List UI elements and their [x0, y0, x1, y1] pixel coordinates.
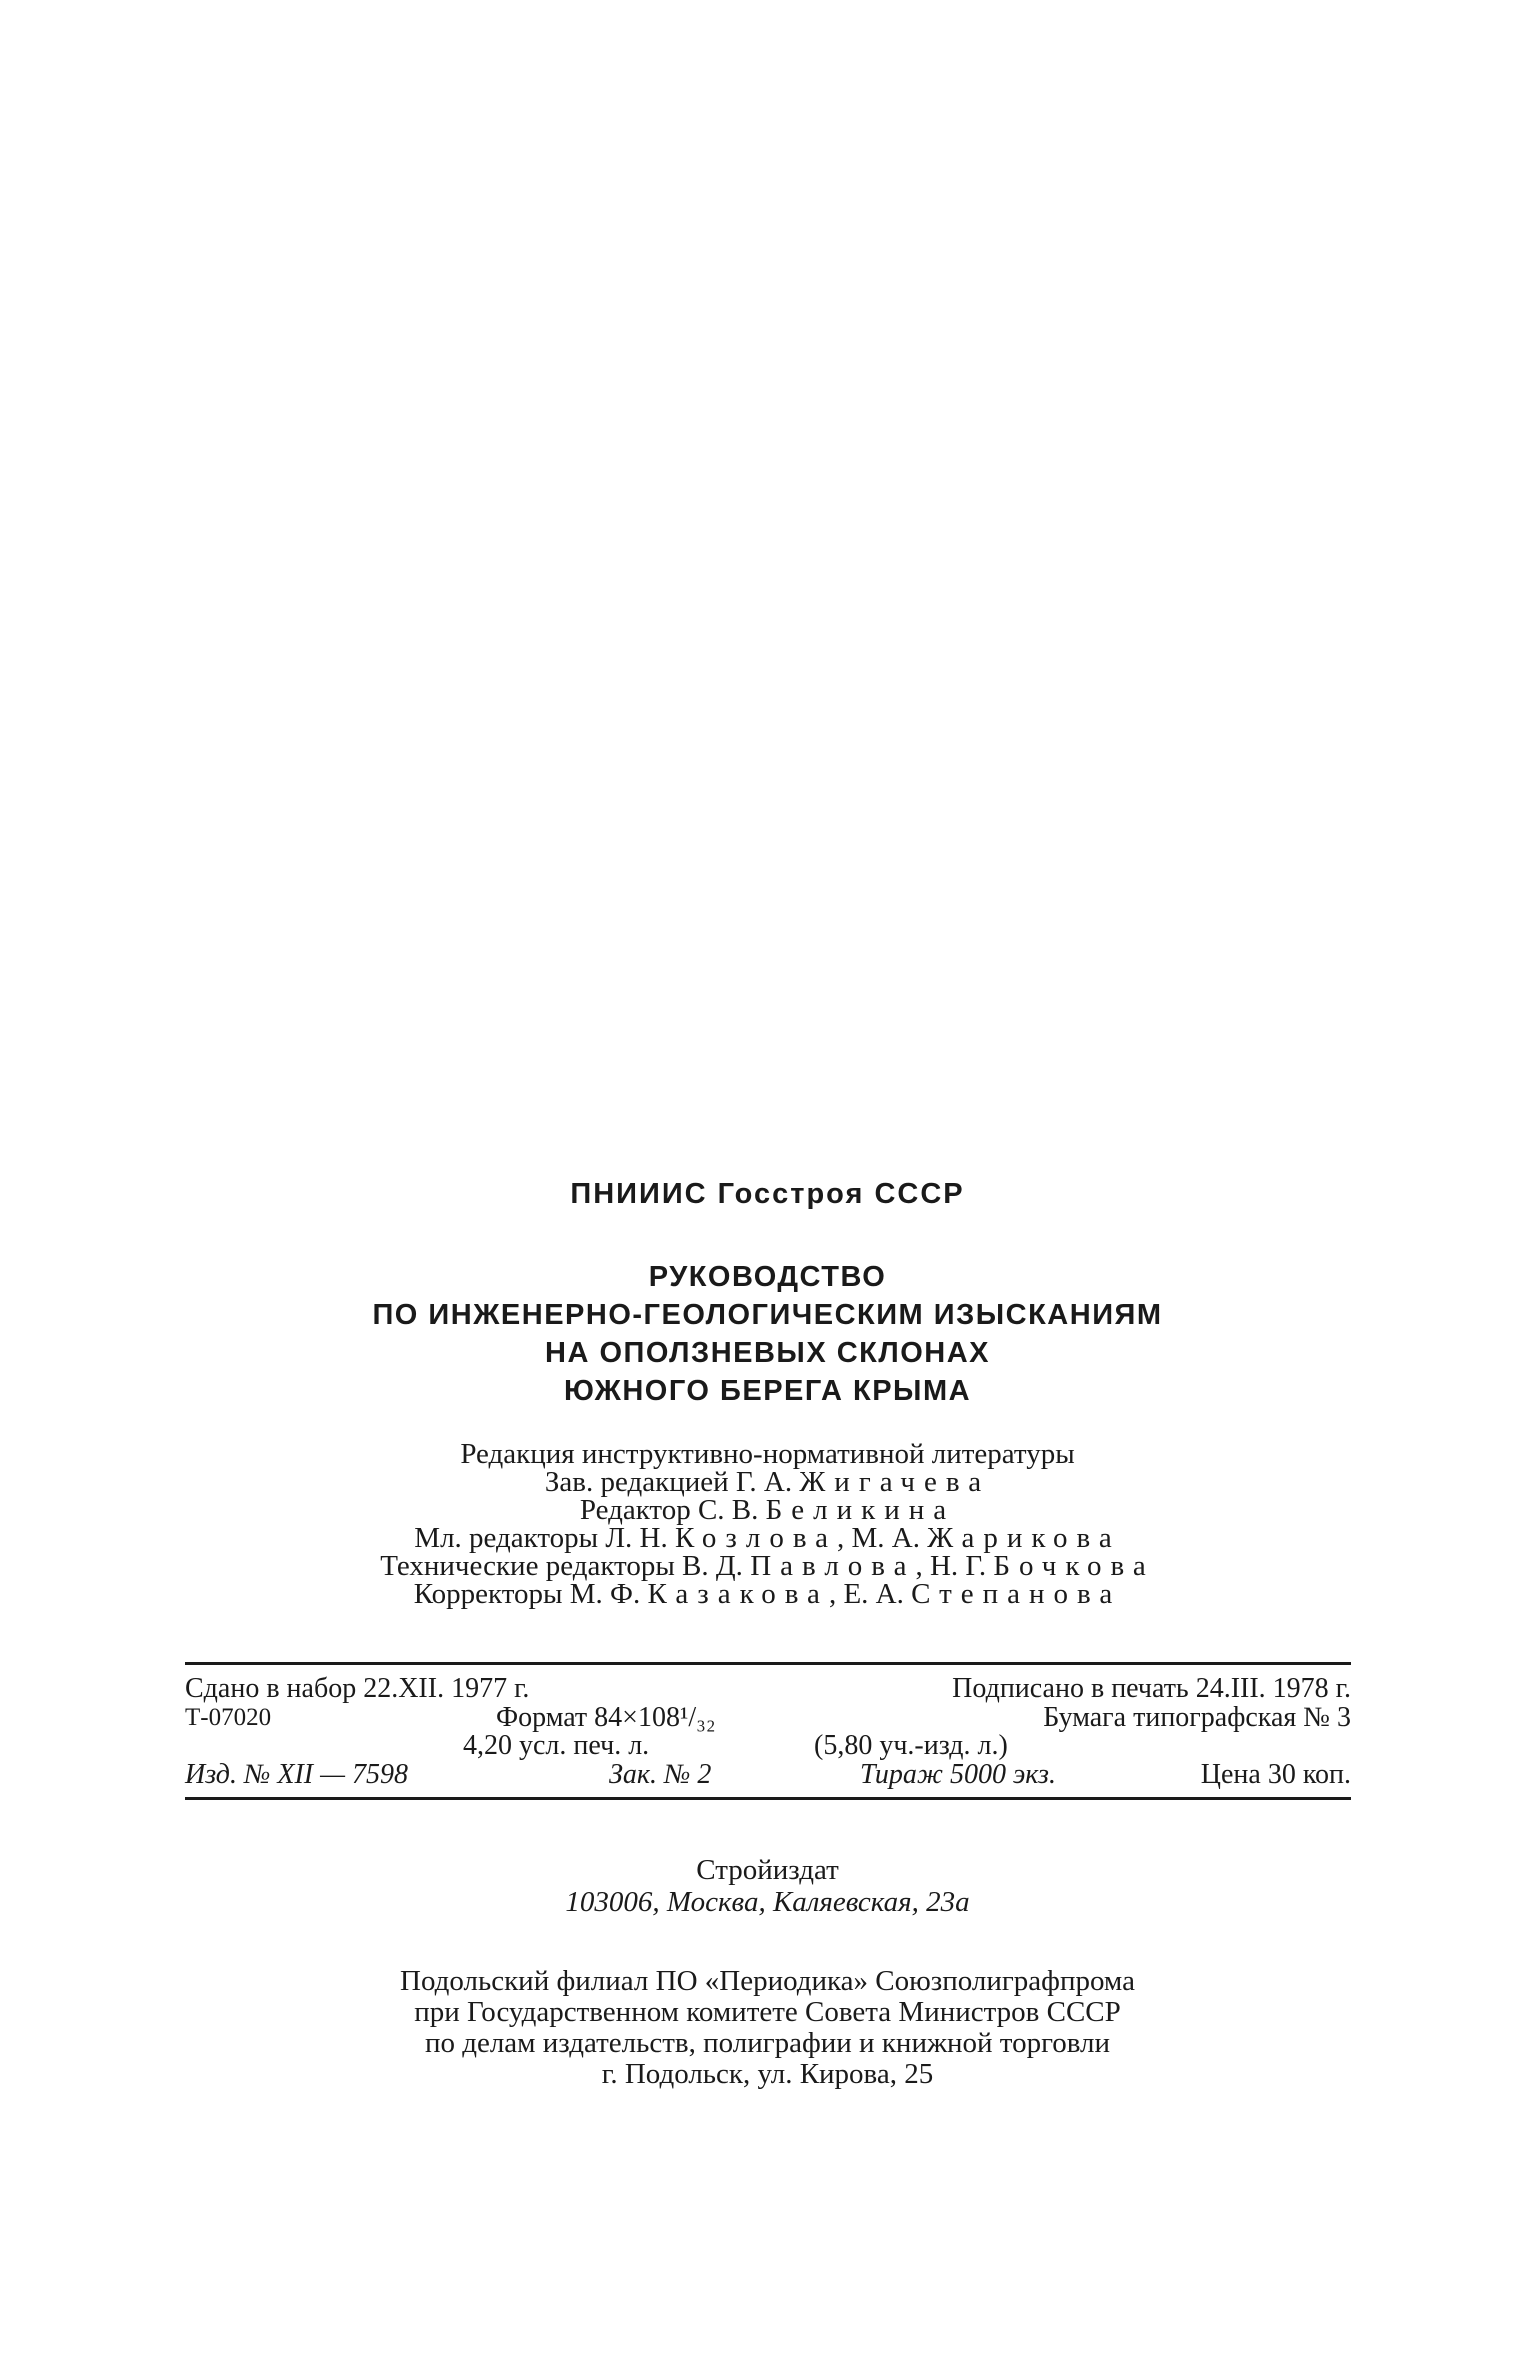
proof-mid: , Е. А.	[828, 1578, 904, 1610]
organization-heading: ПНИИИС Госстроя СССР	[570, 1178, 965, 1210]
junior-name-1: Козлова	[675, 1522, 838, 1554]
junior-name-2: Жарикова	[927, 1522, 1121, 1554]
tech-mid: , Н. Г.	[915, 1550, 987, 1582]
printer-line: по делам издательств, полиграфии и книжной торговли	[424, 2027, 1111, 2059]
publishing-sheets: (5,80 уч.-изд. л.)	[814, 1730, 1008, 1761]
junior-label: Мл. редакторы Л. Н.	[414, 1522, 668, 1554]
tech-name-1: Павлова	[750, 1550, 916, 1582]
tech-name-2: Бочкова	[993, 1550, 1155, 1582]
editor	[0, 1496, 1535, 1524]
editor-name: Беликина	[765, 1494, 956, 1526]
printer-line: г. Подольск, ул. Кирова, 25	[601, 2058, 934, 2090]
proof-label: Корректоры М. Ф.	[413, 1578, 641, 1610]
publisher-name: Стройиздат	[696, 1854, 839, 1886]
price: Цена 30 коп.	[1200, 1759, 1351, 1790]
tech-label: Технические редакторы В. Д.	[380, 1550, 743, 1582]
signed-date: Подписано в печать 24.III. 1978 г.	[952, 1673, 1351, 1704]
junior-editors	[0, 1524, 1535, 1552]
publication-number: Изд. № XII — 7598	[185, 1759, 408, 1790]
format: Формат 84×108¹/₃₂	[496, 1702, 716, 1733]
code: Т-07020	[185, 1704, 272, 1731]
submitted-date: Сдано в набор 22.XII. 1977 г.	[185, 1673, 530, 1704]
printer-line: Подольский филиал ПО «Периодика» Союзполиграфпрома	[400, 1965, 1135, 1997]
title-line: РУКОВОДСТВО	[648, 1261, 887, 1293]
print-run: Тираж 5000 экз.	[860, 1759, 1056, 1790]
editorial-staff	[0, 1440, 1535, 1608]
title-line: ЮЖНОГО БЕРЕГА КРЫМА	[563, 1375, 972, 1407]
publisher-address: 103006, Москва, Каляевская, 23а	[565, 1886, 970, 1918]
proofreaders	[0, 1580, 1535, 1608]
proof-name-2: Степанова	[911, 1578, 1122, 1610]
title-line: ПО ИНЖЕНЕРНО-ГЕОЛОГИЧЕСКИМ ИЗЫСКАНИЯМ	[372, 1299, 1163, 1331]
head-label: Зав. редакцией Г. А.	[544, 1466, 793, 1498]
paper: Бумага типографская № 3	[1043, 1702, 1351, 1733]
junior-mid: , М. А.	[837, 1522, 920, 1554]
print-sheets: 4,20 усл. печ. л.	[463, 1730, 650, 1761]
printer-block	[0, 1966, 1535, 2090]
divider-bottom	[185, 1797, 1351, 1800]
publisher-block	[0, 1854, 1535, 1918]
printer-line: при Государственном комитете Совета Министров СССР	[414, 1996, 1121, 2028]
technical-editors	[0, 1552, 1535, 1580]
document-title	[0, 1258, 1535, 1410]
divider-top	[185, 1662, 1351, 1665]
order-number: Зак. № 2	[609, 1759, 712, 1790]
editorial-office: Редакция инструктивно-нормативной литературы	[460, 1438, 1075, 1470]
proof-name-1: Казакова	[647, 1578, 829, 1610]
title-line: НА ОПОЛЗНЕВЫХ СКЛОНАХ	[545, 1337, 990, 1369]
editor-label: Редактор С. В.	[579, 1494, 759, 1526]
head-name: Жигачева	[799, 1466, 991, 1498]
head-of-office	[0, 1468, 1535, 1496]
